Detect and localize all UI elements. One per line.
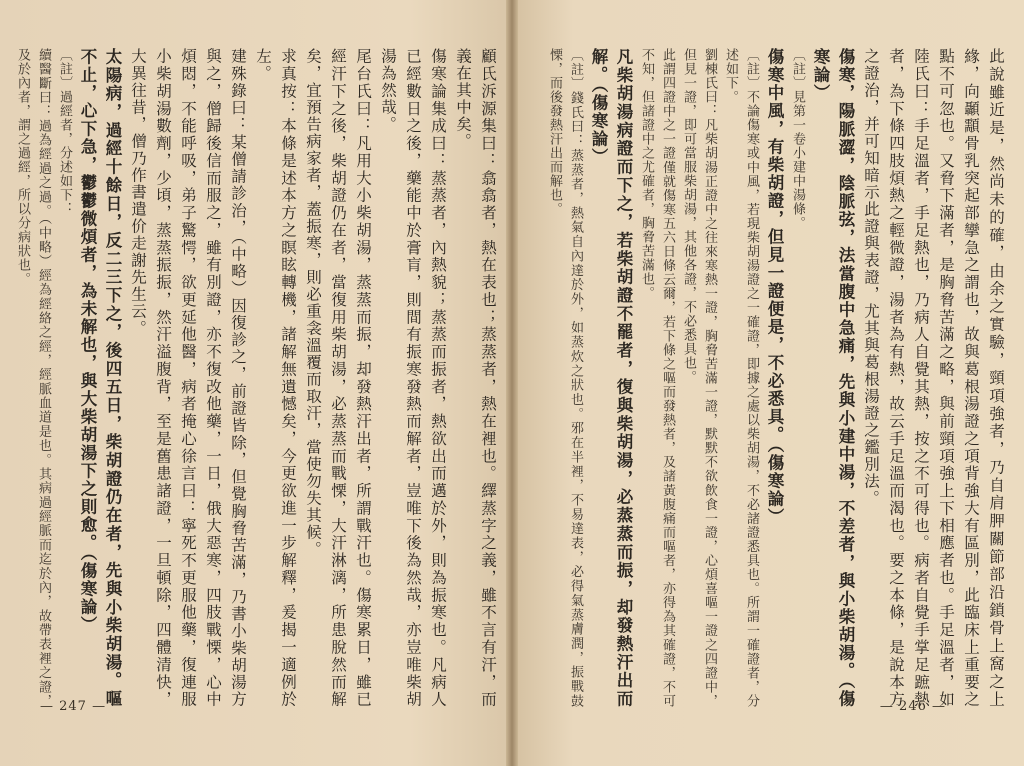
paragraph: 此說雖近是，然尚未的確，由余之實驗，頸項強者，乃自肩胛關節部沿鎖骨上窩之上緣，向顳顬骨乳突起部攣急之謂也，故與葛根湯證之項背強大有區別，此臨床上重要之點不可忽也。又脅下滿者，是胸脅苦滿之略，與前頸項強上下相應者也。手足溫者，如陸氏曰：手足溫者，手足熱也，乃病人自覺其熱，按之不可得也。病者自覺手掌足蹠熱者，為下條四肢煩熱之輕微證，湯者為有熱，故云手足溫而渴也。要之本條，是說本方之證治，并可知暗示此證與表證，尤其與葛根湯證之鑑別法。 <box>862 48 1005 708</box>
clause-heading: 傷寒中風，有柴胡證，但見一證便是，不必悉具。（傷寒論） <box>765 48 784 526</box>
page-number: — 246 — <box>879 699 946 714</box>
paragraph: 顧氏泝源集曰：翕翕者，熱在表也；蒸蒸者，熱在裡也。繹蒸字之義，雖不言有汗，而義在其中矣。 <box>454 48 497 708</box>
clause-heading: 凡柴胡湯病證而下之，若柴胡證不罷者，復與柴胡湯，必蒸蒸而振，却發熱汗出而解。（傷寒論） <box>589 48 633 708</box>
annotation: 此謂四證中之一證僅就傷寒五六日條云爾，若下條之嘔而發熱者，及諸黃腹痛而嘔者，亦得為其確證，不可不知，但諸證中之尤確者，胸脅苦滿也。 <box>639 48 675 708</box>
paragraph: 求真按：本條是述本方之瞑眩轉機，諸解無遺憾矣，今更欲進一步解釋，爰揭一適例於左。 <box>254 48 297 708</box>
clause-heading: 傷寒，陽脈澀，陰脈弦，法當腹中急痛，先與小建中湯，不差者，與小柴胡湯。（傷寒論） <box>811 48 855 708</box>
clause-heading: 太陽病，過經十餘日，反二三下之，後四五日，柴胡證仍在者，先與小柴胡湯。嘔不止，心下急，鬱鬱微煩者，為未解也，與大柴胡湯下之則愈。（傷寒論） <box>78 48 122 708</box>
page-number: — 247 — <box>40 699 107 714</box>
left-page-text <box>15 48 500 708</box>
right-page <box>512 0 1024 766</box>
annotation: 劉棟氏曰：凡柴胡湯正證中之往來寒熱一證，胸脅苦滿一證，默默不欲飲食一證，心煩喜嘔一證之四證中，但見一證，即可當服柴胡湯，其他各證，不必悉具也。 <box>681 48 717 708</box>
paragraph: 傷寒論集成曰：蒸蒸者，內熱貌；蒸蒸而振者，熱欲出而邁於外，則為振寒也。凡病人已經數日之後，藥能中於膏肓，則間有振寒發熱而解者，豈唯下後為然哉，亦豈唯柴胡湯為然哉。 <box>379 48 447 708</box>
annotation: 〔註〕不論傷寒或中風，若現柴胡湯證之一確證，即據之處以柴胡湯，不必諸證悉具也。所謂一確證者，分述如下。 <box>723 48 759 708</box>
annotation: 〔註〕過經者，分述如下： <box>57 48 72 216</box>
book-gutter <box>506 0 518 766</box>
paragraph: 建殊錄曰：某僧請診治，（中略）因復診之，前證皆除，但覺胸脅苦滿，乃書小柴胡湯方與之，僧歸後信而服之，雖有別證，亦不復改他藥，一日，俄大惡寒，四肢戰慄，心中煩悶，不能呼吸，弟子驚愕，欲更延他醫，病者掩心徐言曰：寧死不更服他藥，復連服小柴胡湯數劑，少頃，蒸蒸振振，然汗溢腹背，至是舊患諸證，一旦頓除，四體清快，大異往昔，僧乃作書遣价走謝先生云。 <box>129 48 247 708</box>
annotation: 續醫斷曰：過為經過之過。（中略）經為經絡之經，經脈血道是也。其病過經脈而迄於內，故帶表裡之證，及於內者，謂之過經，所以分病狀也。 <box>15 48 51 708</box>
right-page-text <box>542 48 1008 708</box>
paragraph: 尾台氏曰：凡用大小柴胡湯，蒸蒸而振，却發熱汗出者，所謂戰汗也。傷寒累日，雖已經汗下之後，柴胡證仍在者，當復用柴胡湯，必蒸蒸而戰慄，大汗淋漓，所患脫然而解矣，宜預告病家者，蓋振寒，則必重衾溫覆而取汗，當使勿失其候。 <box>304 48 372 708</box>
annotation: 〔註〕錢氏曰：蒸蒸者，熱氣自內達於外，如蒸炊之狀也。邪在半裡，不易達表，必得氣蒸膚潤，振戰鼓慄，而後發熱汗出而解也。 <box>547 48 583 708</box>
annotation: 〔註〕見第一卷小建中湯條。 <box>790 48 805 230</box>
